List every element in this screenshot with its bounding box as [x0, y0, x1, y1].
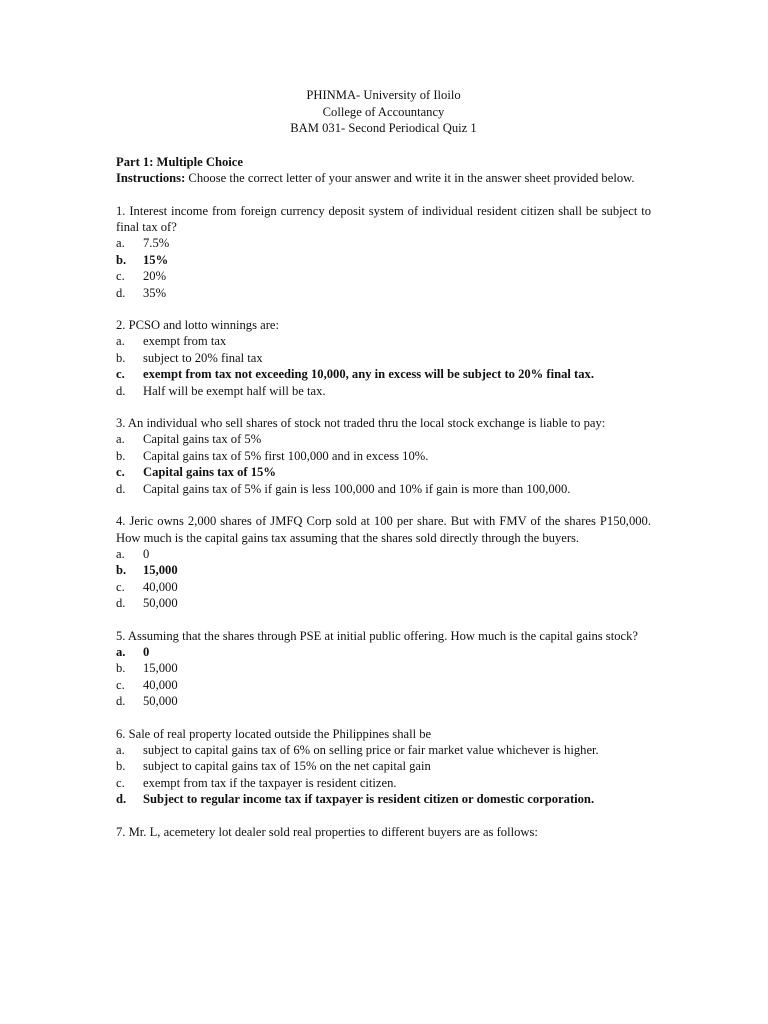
- option-c: [116, 677, 651, 693]
- option-text: subject to 20% final tax: [143, 350, 263, 365]
- option-list: [116, 333, 651, 399]
- option-letter: c.: [116, 579, 125, 594]
- option-letter: a.: [116, 334, 125, 349]
- option-letter: d.: [116, 596, 126, 611]
- option-text: exempt from tax if the taxpayer is resident citizen.: [143, 775, 397, 790]
- option-b: [116, 350, 651, 366]
- question-list: [116, 203, 651, 840]
- option-letter: a.: [116, 742, 125, 757]
- option-letter: c.: [116, 367, 125, 382]
- question-text: 2. PCSO and lotto winnings are:: [116, 318, 280, 333]
- option-letter: d.: [116, 792, 127, 807]
- question-text: 7. Mr. L, acemetery lot dealer sold real properties to different buyers are as follows:: [116, 824, 538, 839]
- option-text: 40,000: [143, 579, 178, 594]
- option-letter: c.: [116, 775, 125, 790]
- option-letter: b.: [116, 448, 126, 463]
- option-text: 15,000: [143, 661, 178, 676]
- option-d: [116, 383, 651, 399]
- option-letter: b.: [116, 252, 127, 267]
- question-text: 6. Sale of real property located outside the Philippines shall be: [116, 726, 432, 741]
- option-c: [116, 464, 651, 480]
- option-letter: b.: [116, 661, 126, 676]
- option-b: [116, 758, 651, 774]
- question-6: [116, 726, 651, 808]
- option-letter: d.: [116, 694, 126, 709]
- option-text: 50,000: [143, 596, 178, 611]
- option-text: 15%: [143, 252, 169, 267]
- option-text: Capital gains tax of 5%: [143, 432, 262, 447]
- option-text: exempt from tax not exceeding 10,000, any in excess will be subject to 20% final tax.: [143, 367, 594, 382]
- question-3: [116, 415, 651, 497]
- option-text: subject to capital gains tax of 15% on the net capital gain: [143, 759, 431, 774]
- option-a: [116, 333, 651, 349]
- option-text: 40,000: [143, 677, 178, 692]
- option-text: Capital gains tax of 5% if gain is less 100,000 and 10% if gain is more than 100,000.: [143, 481, 571, 496]
- question-text: 5. Assuming that the shares through PSE at initial public offering. How much is the capital gains stock?: [116, 628, 638, 643]
- option-c: [116, 775, 651, 791]
- option-text: 50,000: [143, 694, 178, 709]
- question-2: [116, 317, 651, 399]
- option-c: [116, 579, 651, 595]
- option-a: [116, 742, 651, 758]
- option-text: Capital gains tax of 15%: [143, 465, 276, 480]
- option-text: 0: [143, 644, 150, 659]
- instructions-text: Choose the correct letter of your answer and write it in the answer sheet provided below.: [185, 171, 635, 186]
- instructions-label: Instructions:: [116, 171, 186, 186]
- option-letter: a.: [116, 236, 125, 251]
- option-d: [116, 481, 651, 497]
- option-b: [116, 562, 651, 578]
- question-4: [116, 513, 651, 611]
- option-a: [116, 546, 651, 562]
- document-header: [116, 87, 651, 137]
- question-text: 1. Interest income from foreign currency deposit system of individual resident citizen shall be subject to final tax of?: [116, 203, 651, 234]
- option-list: [116, 235, 651, 301]
- option-d: [116, 595, 651, 611]
- option-letter: c.: [116, 269, 125, 284]
- option-c: [116, 366, 651, 382]
- option-letter: d.: [116, 285, 126, 300]
- option-text: Subject to regular income tax if taxpayer is resident citizen or domestic corporation.: [143, 792, 595, 807]
- option-list: [116, 644, 651, 710]
- option-a: [116, 644, 651, 660]
- option-a: [116, 235, 651, 251]
- option-text: Capital gains tax of 5% first 100,000 and in excess 10%.: [143, 448, 429, 463]
- school-name: PHINMA- University of Iloilo: [306, 88, 461, 102]
- option-list: [116, 742, 651, 808]
- option-letter: d.: [116, 383, 126, 398]
- option-list: [116, 431, 651, 497]
- option-list: [116, 546, 651, 612]
- quiz-title: BAM 031- Second Periodical Quiz 1: [290, 121, 477, 136]
- option-a: [116, 431, 651, 447]
- option-d: [116, 791, 651, 807]
- question-text: 3. An individual who sell shares of stock not traded thru the local stock exchange is liable to pay:: [116, 416, 606, 431]
- option-letter: b.: [116, 759, 126, 774]
- question-7: [116, 824, 651, 840]
- option-text: Half will be exempt half will be tax.: [143, 383, 326, 398]
- option-text: exempt from tax: [143, 334, 227, 349]
- option-b: [116, 660, 651, 676]
- question-5: [116, 628, 651, 710]
- option-letter: a.: [116, 644, 126, 659]
- option-b: [116, 252, 651, 268]
- option-c: [116, 268, 651, 284]
- option-letter: a.: [116, 546, 125, 561]
- option-letter: d.: [116, 481, 126, 496]
- college-name: College of Accountancy: [322, 104, 445, 119]
- option-d: [116, 693, 651, 709]
- option-text: subject to capital gains tax of 6% on selling price or fair market value whichever is higher.: [143, 742, 599, 757]
- option-text: 35%: [143, 285, 167, 300]
- instructions: [116, 170, 651, 186]
- quiz-document: [116, 87, 651, 856]
- option-text: 7.5%: [143, 236, 170, 251]
- part-title: Part 1: Multiple Choice: [116, 154, 243, 169]
- option-letter: b.: [116, 350, 126, 365]
- option-b: [116, 448, 651, 464]
- option-d: [116, 285, 651, 301]
- question-1: [116, 203, 651, 301]
- question-text: 4. Jeric owns 2,000 shares of JMFQ Corp sold at 100 per share. But with FMV of the shares P150,000. How much is the capital gains tax assuming that the shares sold directly through the buyers.: [116, 514, 651, 545]
- option-letter: c.: [116, 677, 125, 692]
- option-text: 20%: [143, 269, 167, 284]
- option-letter: a.: [116, 432, 125, 447]
- option-letter: b.: [116, 563, 127, 578]
- option-letter: c.: [116, 465, 125, 480]
- option-text: 0: [143, 546, 150, 561]
- option-text: 15,000: [143, 563, 178, 578]
